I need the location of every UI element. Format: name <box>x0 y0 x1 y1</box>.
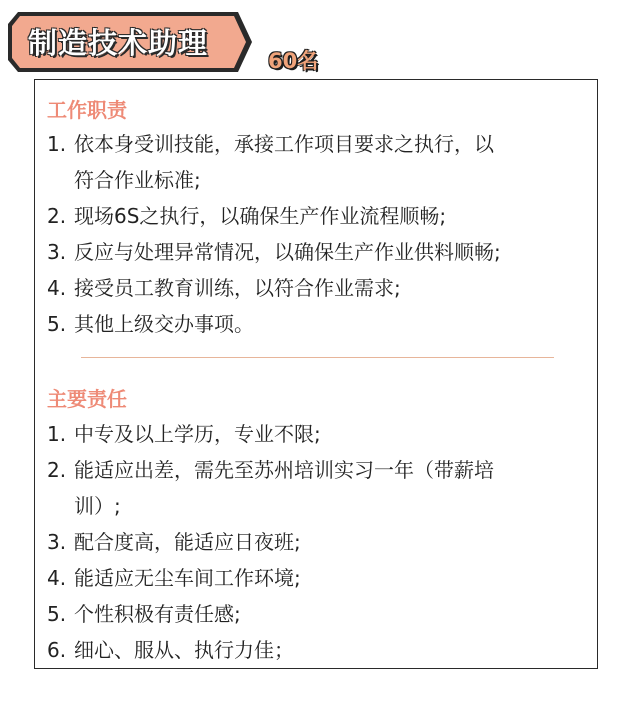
item-text: 依本身受训技能，承接工作项目要求之执行，以 <box>74 132 494 156</box>
item-number: 5. <box>47 312 67 336</box>
requirements-list <box>47 416 592 668</box>
item-number: 4. <box>47 566 67 590</box>
list-item <box>47 452 592 524</box>
list-item <box>47 306 592 342</box>
item-text: 中专及以上学历，专业不限; <box>74 422 321 446</box>
item-number: 2. <box>47 204 67 228</box>
list-item <box>47 198 592 234</box>
list-item <box>47 560 592 596</box>
item-number: 3. <box>47 530 67 554</box>
item-number: 6. <box>47 638 67 662</box>
headcount-label: 60名 <box>268 49 319 73</box>
list-item <box>47 270 592 306</box>
page-title: 制造技术助理 <box>28 26 209 60</box>
section-title-requirements: 主要责任 <box>47 387 127 411</box>
item-text: 其他上级交办事项。 <box>74 312 254 336</box>
item-number: 4. <box>47 276 67 300</box>
section-title-responsibilities: 工作职责 <box>47 98 127 122</box>
list-item <box>47 234 592 270</box>
item-text: 接受员工教育训练，以符合作业需求; <box>74 276 401 300</box>
item-text: 个性积极有责任感; <box>74 602 241 626</box>
section-divider <box>81 357 554 358</box>
list-item <box>47 632 592 668</box>
item-number: 1. <box>47 422 67 446</box>
item-text: 能适应出差，需先至苏州培训实习一年（带薪培 <box>74 458 494 482</box>
header-tab <box>6 10 256 74</box>
item-number: 2. <box>47 458 67 482</box>
item-text-continued: 符合作业标准; <box>74 168 201 192</box>
list-item <box>47 126 592 198</box>
item-number: 5. <box>47 602 67 626</box>
item-text-continued: 训）; <box>74 494 121 518</box>
job-description-card <box>34 79 598 669</box>
item-text: 现场6S之执行，以确保生产作业流程顺畅; <box>74 204 447 228</box>
item-text: 配合度高，能适应日夜班; <box>74 530 301 554</box>
item-number: 3. <box>47 240 67 264</box>
item-text: 反应与处理异常情况，以确保生产作业供料顺畅; <box>74 240 501 264</box>
list-item <box>47 524 592 560</box>
item-number: 1. <box>47 132 67 156</box>
list-item <box>47 596 592 632</box>
responsibilities-list <box>47 126 592 342</box>
list-item <box>47 416 592 452</box>
item-text: 能适应无尘车间工作环境; <box>74 566 301 590</box>
item-text: 细心、服从、执行力佳； <box>74 638 294 662</box>
